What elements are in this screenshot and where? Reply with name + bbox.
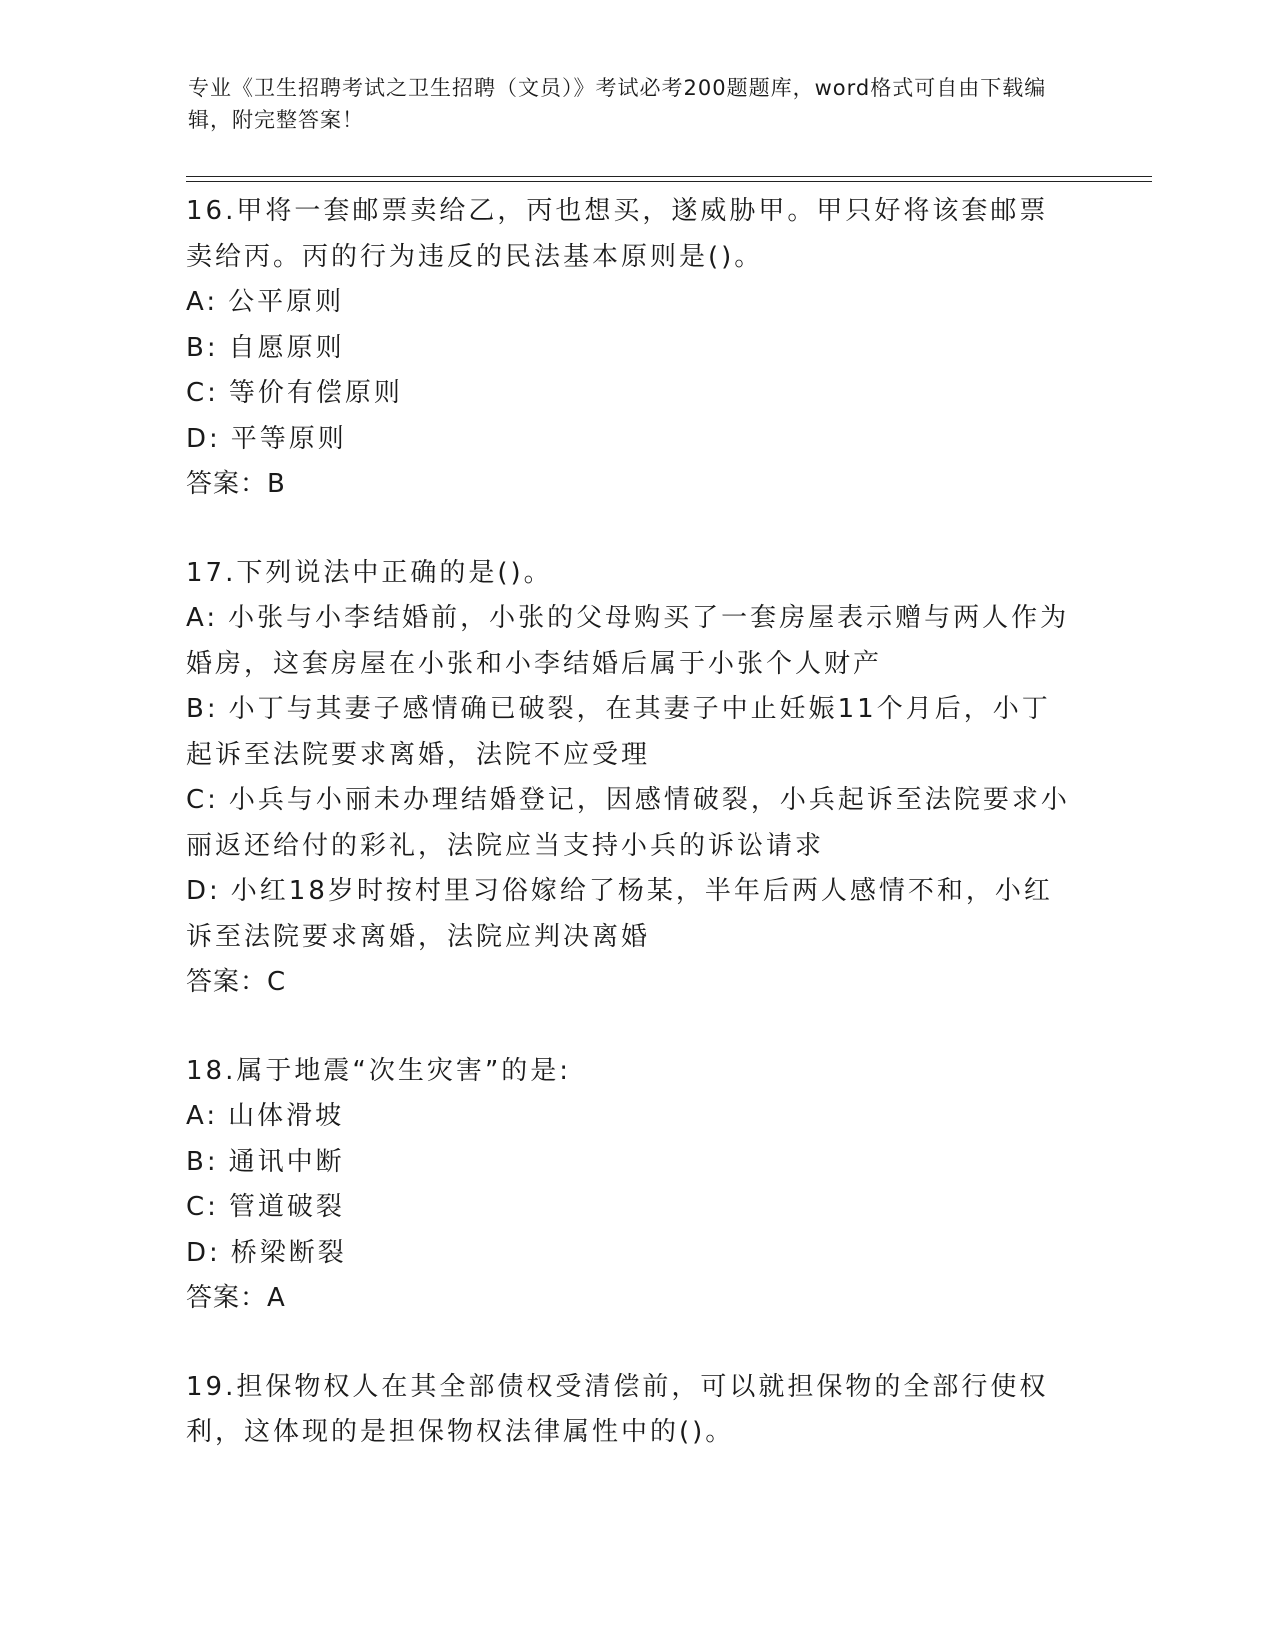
option-b	[186, 687, 1076, 778]
option-label: B:	[186, 694, 219, 724]
option-label: B:	[186, 332, 219, 363]
question-list	[186, 189, 1076, 1499]
option-text: 小丁与其妻子感情确已破裂，在其妻子中止妊娠11个月后，小丁起诉至法院要求离婚，法院不应受理	[186, 694, 1051, 770]
option-text: 等价有偿原则	[228, 378, 403, 408]
answer-line: 答案：B	[186, 469, 286, 499]
question-stem: 16.甲将一套邮票卖给乙，丙也想买，遂威胁甲。甲只好将该套邮票卖给丙。丙的行为违反的民法基本原则是()。	[186, 196, 1049, 272]
option-c	[186, 778, 1076, 869]
question-stem: 18.属于地震“次生灾害”的是:	[186, 1055, 572, 1086]
option-b	[186, 326, 1076, 372]
option-text: 平等原则	[230, 423, 347, 454]
option-label: D:	[186, 1237, 221, 1268]
option-text: 小兵与小丽未办理结婚登记，因感情破裂，小兵起诉至法院要求小丽返还给付的彩礼，法院应当支持小兵的诉讼请求	[186, 785, 1070, 861]
option-text: 小张与小李结婚前，小张的父母购买了一套房屋表示赠与两人作为婚房，这套房屋在小张和小李结婚后属于小张个人财产	[186, 603, 1070, 679]
option-label: A:	[186, 287, 219, 317]
option-c	[186, 1185, 1076, 1231]
answer-line: 答案：C	[186, 967, 287, 997]
question-19	[186, 1365, 1076, 1456]
question-stem: 17.下列说法中正确的是()。	[186, 557, 553, 588]
option-text: 公平原则	[228, 287, 345, 317]
option-label: C:	[186, 1192, 219, 1222]
option-a	[186, 280, 1076, 326]
document-header: 专业《卫生招聘考试之卫生招聘（文员）》考试必考200题题库，word格式可自由下载编辑，附完整答案！	[188, 76, 1047, 132]
option-label: C:	[186, 378, 219, 408]
option-label: A:	[186, 603, 219, 633]
option-text: 通讯中断	[228, 1146, 345, 1177]
option-text: 山体滑坡	[228, 1101, 345, 1131]
option-text: 管道破裂	[228, 1192, 345, 1222]
question-17	[186, 551, 1076, 1006]
option-a	[186, 1094, 1076, 1140]
option-c	[186, 371, 1076, 417]
option-b	[186, 1140, 1076, 1186]
option-d	[186, 417, 1076, 463]
option-label: C:	[186, 785, 219, 815]
question-stem: 19.担保物权人在其全部债权受清偿前，可以就担保物的全部行使权利，这体现的是担保物权法律属性中的()。	[186, 1371, 1049, 1447]
option-label: B:	[186, 1146, 219, 1177]
option-d	[186, 869, 1076, 960]
option-text: 桥梁断裂	[230, 1237, 347, 1268]
option-d	[186, 1231, 1076, 1277]
answer-line: 答案：A	[186, 1283, 286, 1313]
option-a	[186, 596, 1076, 687]
option-label: A:	[186, 1101, 219, 1131]
option-label: D:	[186, 876, 221, 906]
header-rule-bottom	[186, 181, 1152, 182]
question-18	[186, 1049, 1076, 1322]
option-text: 小红18岁时按村里习俗嫁给了杨某，半年后两人感情不和，小红诉至法院要求离婚，法院应判决离婚	[186, 876, 1053, 952]
question-16	[186, 189, 1076, 508]
option-label: D:	[186, 423, 221, 454]
option-text: 自愿原则	[228, 332, 345, 363]
header-rule-top	[186, 176, 1152, 177]
